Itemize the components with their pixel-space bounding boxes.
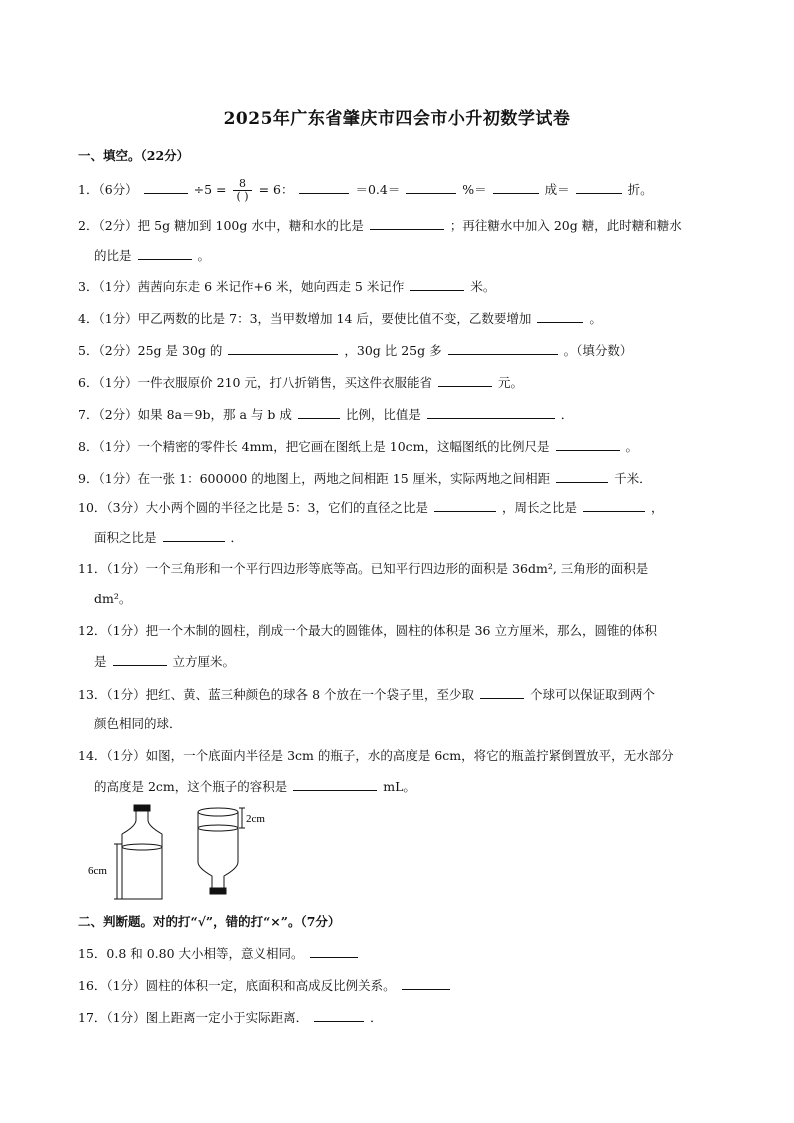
fraction: $\frac{8}{( )}$ <box>233 178 251 203</box>
answer-blank[interactable] <box>293 777 377 791</box>
question-5: 5．（2分）25g 是 30g 的 ，30g 比 25g 多 。（填分数） <box>78 343 633 358</box>
question-2: 2．（2分）把 5g 糖加到 100g 水中，糖和水的比是 ；再往糖水中加入 20g 糖，此时糖和糖水 <box>78 218 682 233</box>
answer-blank[interactable] <box>310 944 358 958</box>
answer-blank[interactable] <box>480 685 524 699</box>
question-10-cont: 面积之比是 ． <box>94 530 243 545</box>
upright-bottle <box>122 805 162 899</box>
answer-blank[interactable] <box>370 216 444 230</box>
section-heading-true-false: 二、判断题。对的打“√”，错的打“×”。（7分） <box>78 914 341 929</box>
answer-blank[interactable] <box>402 976 450 990</box>
question-8: 8．（1分）一个精密的零件长 4mm，把它画在图纸上是 10cm，这幅图纸的比例尺是 。 <box>78 439 639 454</box>
question-2-cont: 的比是 。 <box>94 248 210 263</box>
answer-blank[interactable] <box>406 180 456 194</box>
question-11-cont: dm²。 <box>94 591 132 606</box>
answer-blank[interactable] <box>144 180 188 194</box>
answer-blank[interactable] <box>228 341 338 355</box>
answer-blank[interactable] <box>138 246 192 260</box>
answer-blank[interactable] <box>434 498 496 512</box>
answer-blank[interactable] <box>556 437 620 451</box>
section-heading-fill-blank: 一、填空。（22分） <box>78 148 190 163</box>
answer-blank[interactable] <box>410 277 464 291</box>
question-16: 16．（1分）圆柱的体积一定，底面积和高成反比例关系。 <box>78 976 452 995</box>
answer-blank[interactable] <box>427 405 555 419</box>
answer-blank[interactable] <box>556 469 608 483</box>
question-4: 4．（1分）甲乙两数的比是 7：3，当甲数增加 14 后，要使比值不变，乙数要增加 。 <box>78 311 602 326</box>
answer-blank[interactable] <box>493 180 539 194</box>
question-6: 6．（1分）一件衣服原价 210 元，打八折销售，买这件衣服能省 元。 <box>78 375 523 390</box>
answer-blank[interactable] <box>448 341 558 355</box>
question-15: 15．0.8 和 0.80 大小相等，意义相同。 <box>78 944 360 963</box>
question-7: 7．（2分）如果 8a＝9b，那 a 与 b 成 比例，比值是 ． <box>78 407 574 422</box>
question-17: 17．（1分）图上距离一定小于实际距离． ． <box>78 1010 383 1025</box>
answer-blank[interactable] <box>299 180 349 194</box>
label-2cm: 2cm <box>246 813 265 825</box>
question-12-cont: 是 立方厘米。 <box>94 654 235 669</box>
answer-blank[interactable] <box>314 1008 364 1022</box>
answer-blank[interactable] <box>438 373 492 387</box>
question-9: 9．（1分）在一张 1：600000 的地图上，两地之间相距 15 厘米，实际两地之间相距 千米． <box>78 471 652 486</box>
question-11: 11．（1分）一个三角形和一个平行四边形等底等高。已知平行四边形的面积是 36dm², 三角形的面积是 <box>78 561 649 576</box>
answer-blank[interactable] <box>163 528 225 542</box>
answer-blank[interactable] <box>298 405 340 419</box>
question-1: 1．（6分） ÷5 = $\frac{8}{( )}$ = 6： ＝0.4＝ %＝ 成＝ 折。 <box>78 177 653 203</box>
question-10: 10．（3分）大小两个圆的半径之比是 5：3，它们的直径之比是 ，周长之比是 ， <box>78 500 664 515</box>
question-13-cont: 颜色相同的球． <box>94 716 182 731</box>
dimension-2cm <box>239 808 245 828</box>
question-14: 14．（1分）如图，一个底面内半径是 3cm 的瓶子，水的高度是 6cm，将它的瓶盖拧紧倒置放平，无水部分 <box>78 748 674 763</box>
answer-blank[interactable] <box>583 498 645 512</box>
question-12: 12．（1分）把一个木制的圆柱，削成一个最大的圆锥体，圆柱的体积是 36 立方厘米，那么，圆锥的体积 <box>78 623 657 638</box>
question-13: 13．（1分）把红、黄、蓝三种颜色的球各 8 个放在一个袋子里，至少取 个球可以保证取到两个 <box>78 687 655 702</box>
question-14-cont: 的高度是 2cm，这个瓶子的容积是 mL。 <box>94 779 416 794</box>
inverted-bottle <box>198 808 238 894</box>
label-6cm: 6cm <box>88 865 107 877</box>
page-title: 2025年广东省肇庆市四会市小升初数学试卷 <box>223 109 571 129</box>
question-3: 3．（1分）茜茜向东走 6 米记作+6 米，她向西走 5 米记作 米。 <box>78 279 496 294</box>
answer-blank[interactable] <box>113 652 167 666</box>
answer-blank[interactable] <box>537 309 583 323</box>
dimension-6cm <box>114 844 122 899</box>
answer-blank[interactable] <box>576 180 622 194</box>
bottle-figure <box>88 804 288 904</box>
